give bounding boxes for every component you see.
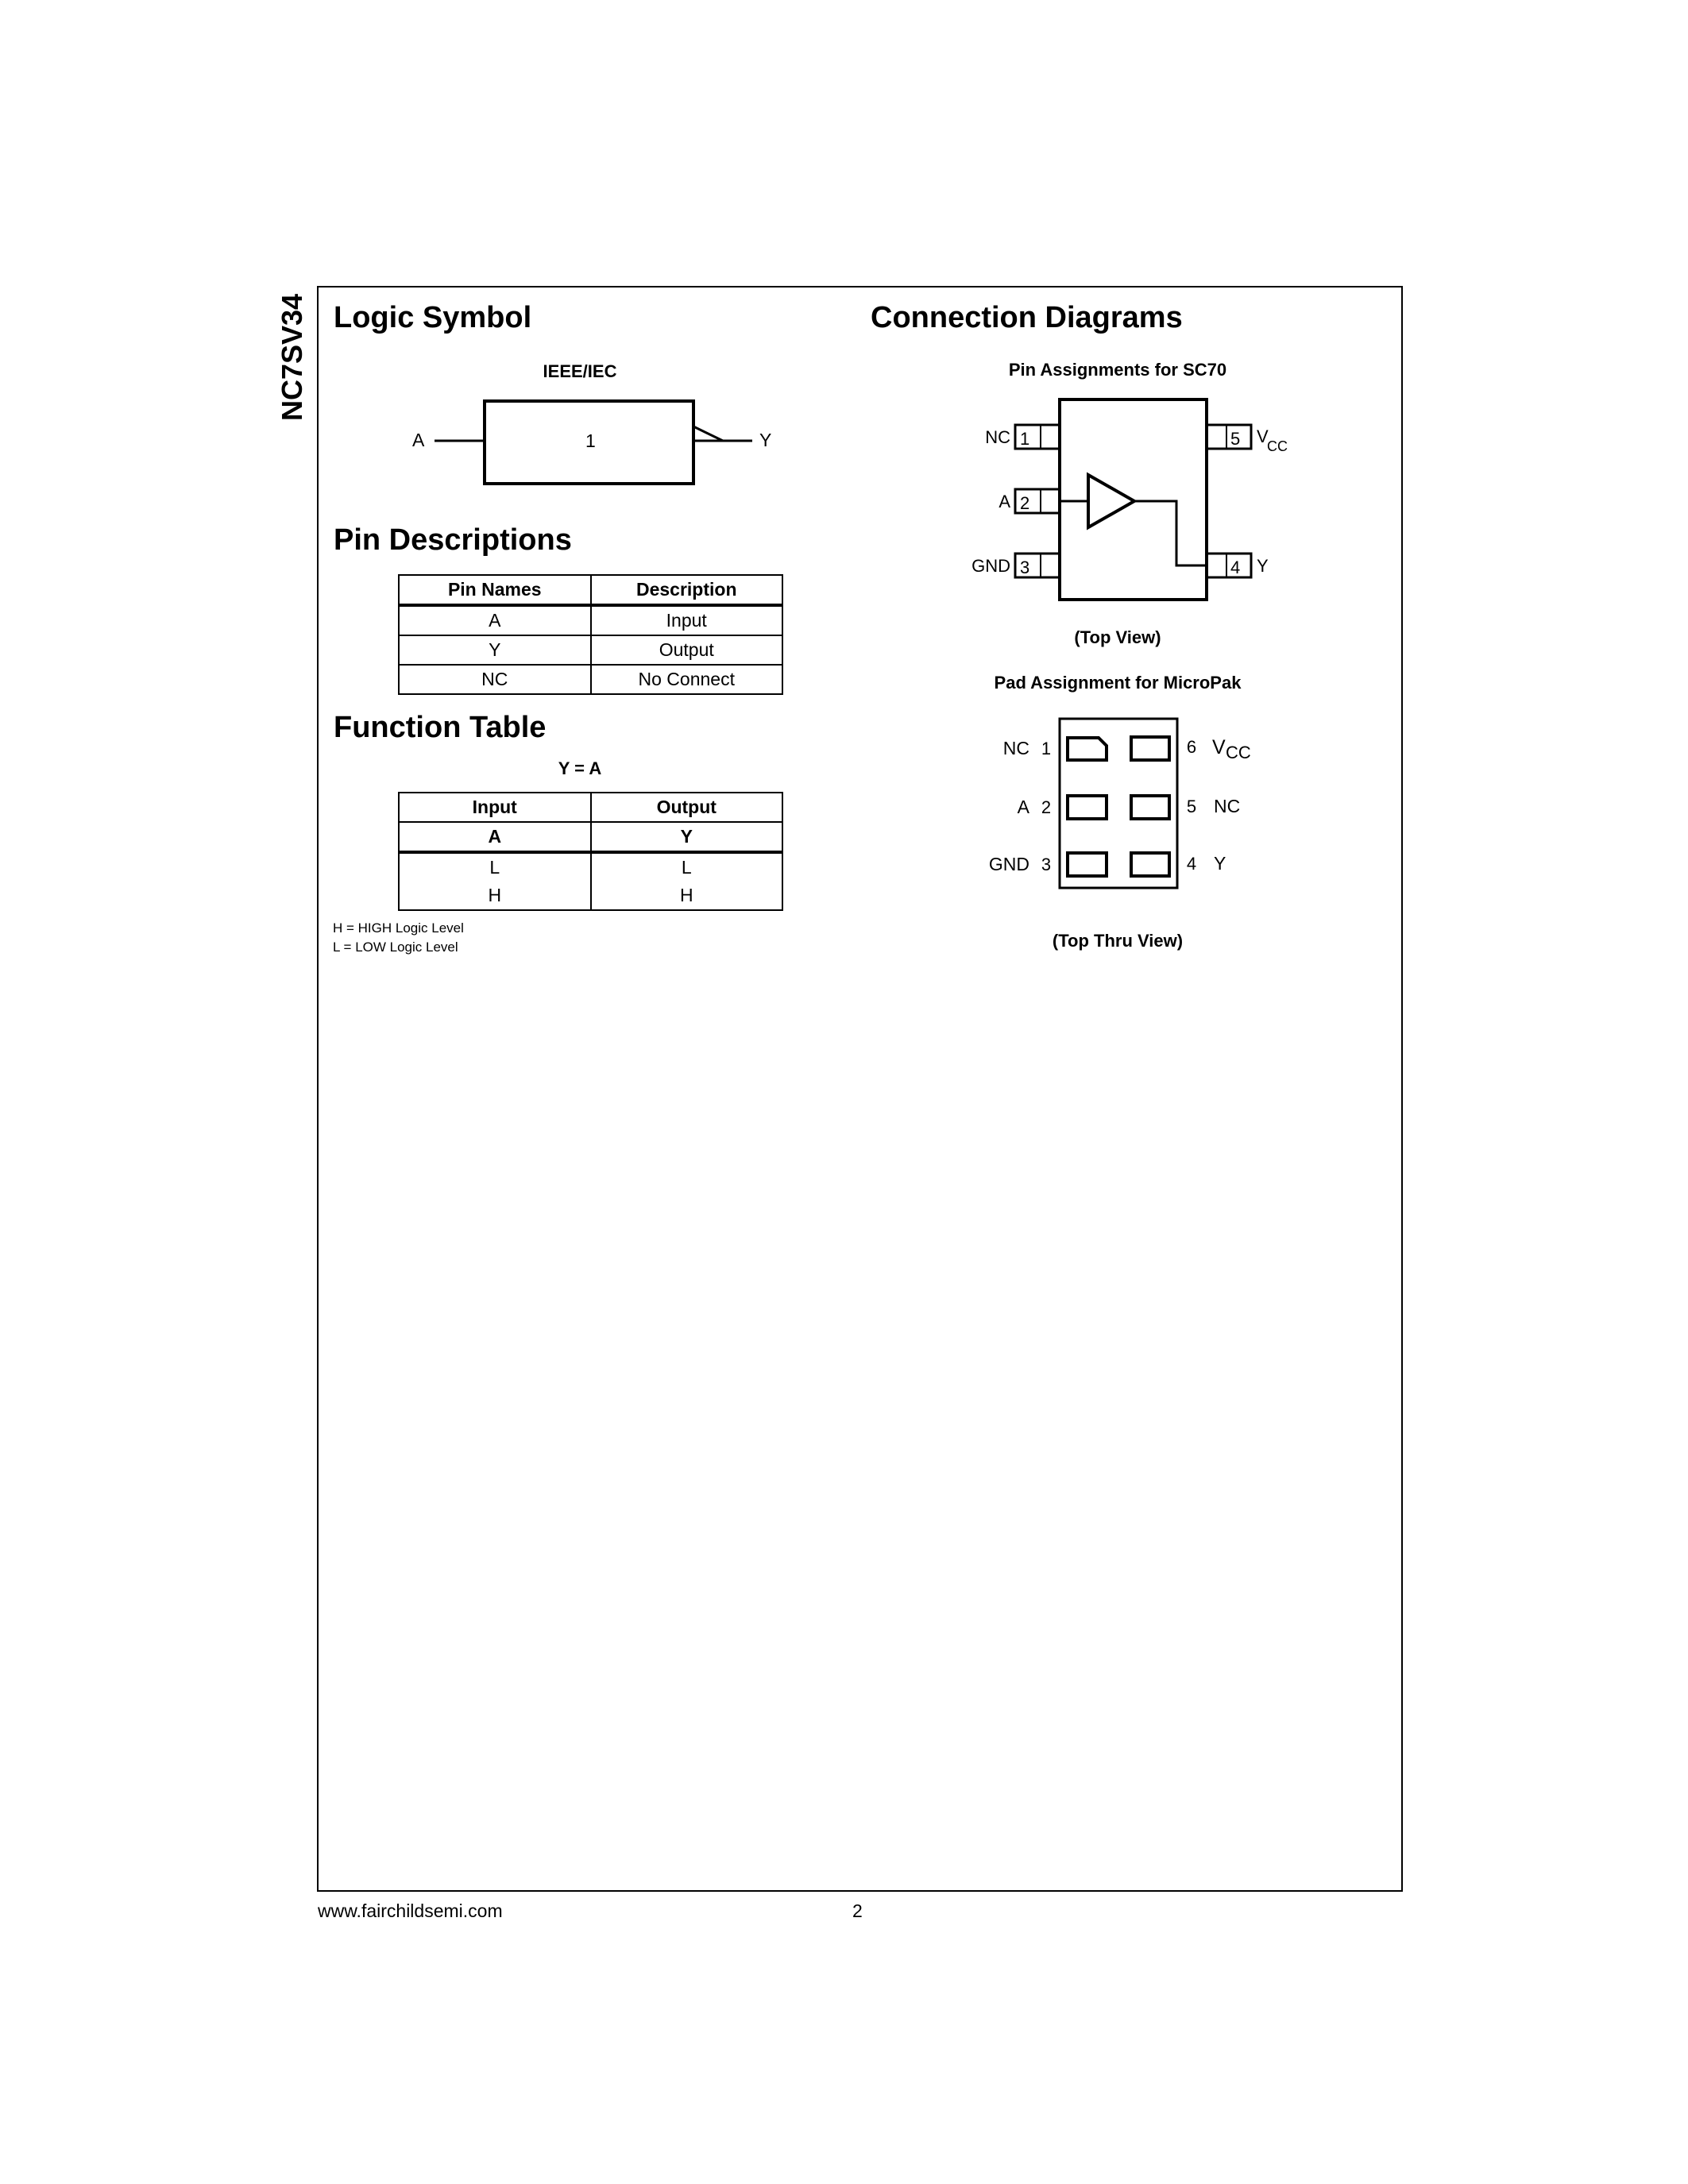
sc70-title: Pin Assignments for SC70 bbox=[1008, 360, 1227, 380]
micropak-pad-number: 5 bbox=[1186, 797, 1197, 816]
sc70-pin-label: NC bbox=[985, 427, 1010, 447]
table-cell: L bbox=[399, 852, 591, 882]
table-row bbox=[399, 635, 782, 665]
logic-symbol-gate-label: 1 bbox=[585, 430, 596, 451]
micropak-title: Pad Assignment for MicroPak bbox=[994, 673, 1242, 693]
sc70-pin-label-subscript: CC bbox=[1267, 438, 1288, 454]
sc70-caption: (Top View) bbox=[1074, 627, 1161, 647]
sc70-pin-5 bbox=[1207, 425, 1251, 449]
micropak-pad-number: 4 bbox=[1186, 854, 1197, 874]
table-row bbox=[399, 882, 782, 910]
pin-descriptions-table bbox=[398, 574, 783, 695]
micropak-pad-label: V bbox=[1212, 736, 1226, 758]
function-table-heading: Function Table bbox=[334, 711, 547, 744]
micropak-pinout-diagram bbox=[961, 711, 1303, 901]
sc70-pin-number: 1 bbox=[1020, 429, 1030, 449]
micropak-pad-3 bbox=[1068, 853, 1107, 876]
table-cell: Input bbox=[591, 605, 783, 635]
part-number-side-title: NC7SV34 bbox=[276, 293, 308, 421]
micropak-pad-label: NC bbox=[1002, 738, 1029, 758]
logic-symbol-input-label: A bbox=[412, 430, 425, 450]
sc70-pin-label: GND bbox=[971, 556, 1010, 576]
sc70-pin-number: 3 bbox=[1020, 558, 1030, 577]
function-note-low: L = LOW Logic Level bbox=[333, 940, 458, 955]
table-header-row bbox=[399, 822, 782, 852]
micropak-pad-number: 3 bbox=[1041, 855, 1052, 874]
column-header: A bbox=[399, 822, 591, 852]
sc70-pin-4 bbox=[1207, 554, 1251, 577]
column-group-header: Output bbox=[591, 793, 783, 822]
sc70-pin-number: 2 bbox=[1020, 493, 1030, 513]
table-cell: NC bbox=[399, 665, 591, 694]
table-cell: H bbox=[591, 882, 783, 910]
micropak-pad-number: 1 bbox=[1041, 739, 1052, 758]
micropak-pad-label: GND bbox=[988, 854, 1029, 874]
column-header: Y bbox=[591, 822, 783, 852]
micropak-pad-6 bbox=[1131, 737, 1169, 760]
logic-symbol-standard: IEEE/IEC bbox=[543, 361, 617, 381]
function-table bbox=[398, 792, 783, 911]
footer-page-number: 2 bbox=[852, 1900, 863, 1921]
table-header-row bbox=[399, 575, 782, 605]
logic-symbol-diagram bbox=[401, 393, 782, 496]
table-cell: No Connect bbox=[591, 665, 783, 694]
micropak-package-body bbox=[1060, 719, 1177, 888]
micropak-pad-label: A bbox=[1017, 797, 1029, 817]
pin-descriptions-heading: Pin Descriptions bbox=[334, 523, 572, 557]
buffer-triangle-icon bbox=[1088, 475, 1134, 527]
micropak-pad-number: 2 bbox=[1041, 797, 1052, 817]
micropak-pad-1 bbox=[1068, 738, 1107, 760]
micropak-pad-4 bbox=[1131, 853, 1169, 876]
table-row bbox=[399, 605, 782, 635]
sc70-pin-number: 5 bbox=[1230, 429, 1241, 449]
logic-symbol-heading: Logic Symbol bbox=[334, 301, 532, 334]
output-polarity-icon bbox=[693, 426, 723, 441]
table-cell: Y bbox=[399, 635, 591, 665]
micropak-caption: (Top Thru View) bbox=[1052, 931, 1184, 951]
sc70-pin-label: V bbox=[1257, 426, 1269, 446]
sc70-pin-label: Y bbox=[1257, 556, 1269, 576]
micropak-pad-label-subscript: CC bbox=[1226, 743, 1251, 762]
table-row bbox=[399, 852, 782, 882]
table-header-row bbox=[399, 793, 782, 822]
micropak-pad-label: NC bbox=[1214, 796, 1241, 816]
table-row bbox=[399, 665, 782, 694]
sc70-pinout-diagram bbox=[961, 393, 1303, 615]
column-header: Pin Names bbox=[399, 575, 591, 605]
micropak-pad-label: Y bbox=[1214, 853, 1226, 874]
logic-symbol-output-label: Y bbox=[759, 430, 772, 450]
micropak-pad-2 bbox=[1068, 796, 1107, 819]
micropak-pad-5 bbox=[1131, 796, 1169, 819]
sc70-pin-label: A bbox=[999, 492, 1010, 511]
sc70-pin-number: 4 bbox=[1230, 558, 1241, 577]
table-cell: Output bbox=[591, 635, 783, 665]
function-note-high: H = HIGH Logic Level bbox=[333, 920, 464, 936]
table-cell: L bbox=[591, 852, 783, 882]
table-cell: H bbox=[399, 882, 591, 910]
column-group-header: Input bbox=[399, 793, 591, 822]
footer-website: www.fairchildsemi.com bbox=[318, 1900, 503, 1921]
function-equation: Y = A bbox=[558, 758, 602, 778]
micropak-pad-number: 6 bbox=[1186, 737, 1197, 757]
table-cell: A bbox=[399, 605, 591, 635]
connection-diagrams-heading: Connection Diagrams bbox=[871, 301, 1183, 334]
column-header: Description bbox=[591, 575, 783, 605]
